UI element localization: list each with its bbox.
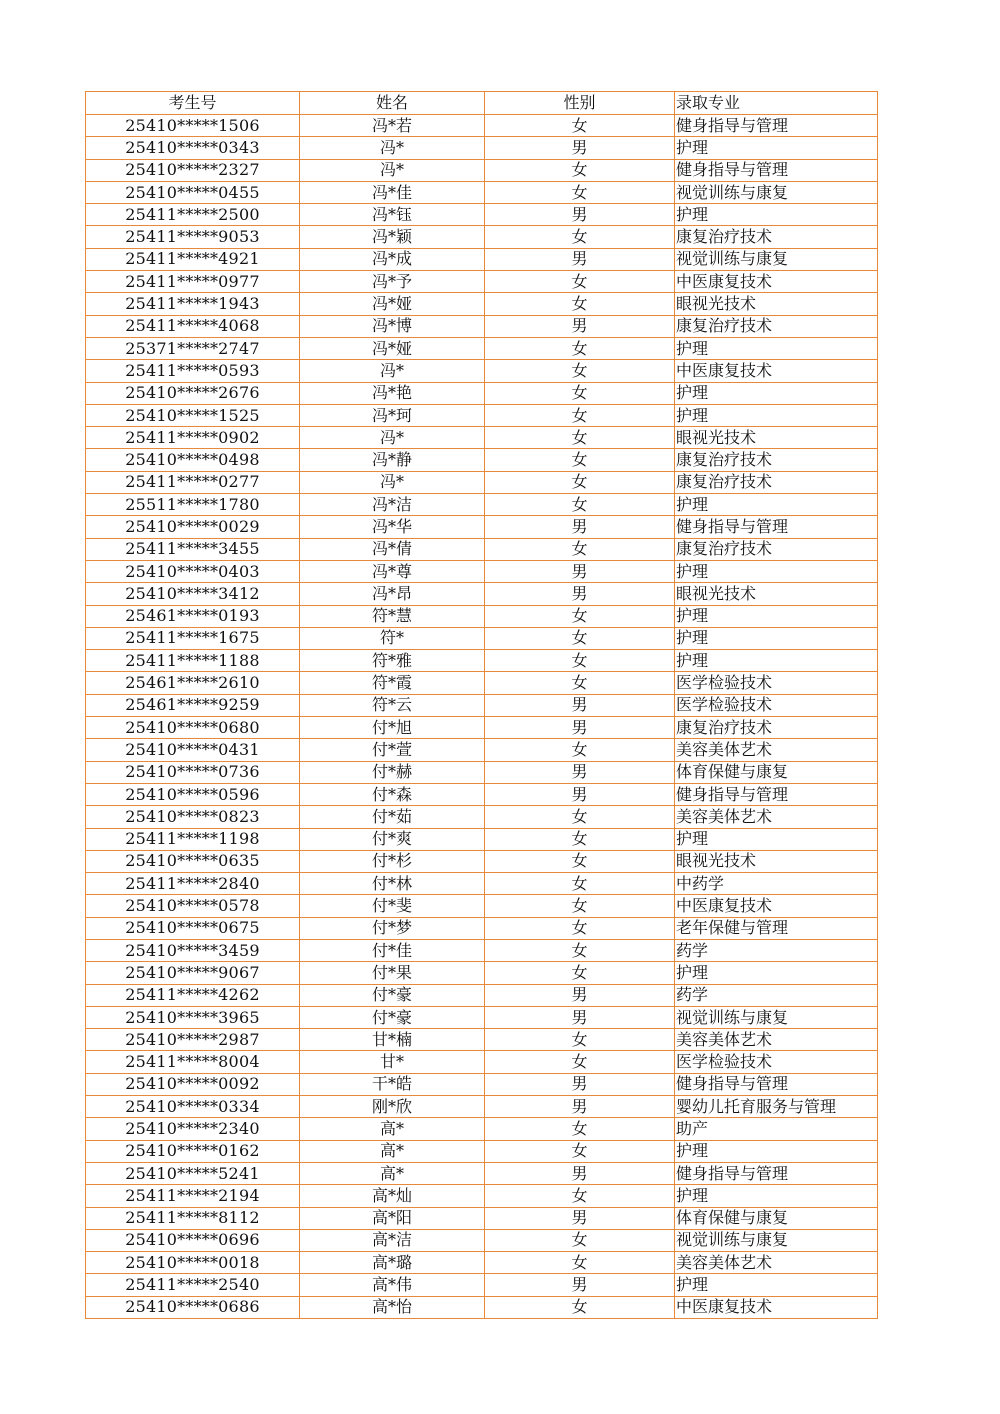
gender-cell: 女 bbox=[485, 605, 675, 627]
exam-number-cell: 25411*****1198 bbox=[86, 828, 300, 850]
name-cell: 高* bbox=[300, 1140, 485, 1162]
table-row bbox=[86, 694, 878, 716]
exam-number-cell: 25411*****2194 bbox=[86, 1185, 300, 1207]
exam-number-cell: 25411*****9053 bbox=[86, 226, 300, 248]
table-row bbox=[86, 1252, 878, 1274]
name-cell: 刚*欣 bbox=[300, 1096, 485, 1118]
table-row bbox=[86, 761, 878, 783]
table-row bbox=[86, 1140, 878, 1162]
name-cell: 干*皓 bbox=[300, 1073, 485, 1095]
exam-number-cell: 25461*****2610 bbox=[86, 672, 300, 694]
name-cell: 高* bbox=[300, 1118, 485, 1140]
name-cell: 付*杉 bbox=[300, 850, 485, 872]
exam-number-cell: 25410*****0018 bbox=[86, 1252, 300, 1274]
table-row bbox=[86, 1207, 878, 1229]
name-cell: 付*爽 bbox=[300, 828, 485, 850]
table-row bbox=[86, 427, 878, 449]
gender-cell: 女 bbox=[485, 427, 675, 449]
table-row bbox=[86, 560, 878, 582]
gender-cell: 女 bbox=[485, 293, 675, 315]
table-row bbox=[86, 449, 878, 471]
gender-cell: 女 bbox=[485, 337, 675, 359]
exam-number-cell: 25410*****1506 bbox=[86, 115, 300, 137]
exam-number-cell: 25411*****0902 bbox=[86, 427, 300, 449]
table-row bbox=[86, 337, 878, 359]
gender-cell: 女 bbox=[485, 1051, 675, 1073]
name-cell: 高*灿 bbox=[300, 1185, 485, 1207]
table-row bbox=[86, 672, 878, 694]
table-row bbox=[86, 181, 878, 203]
exam-number-cell: 25411*****2840 bbox=[86, 873, 300, 895]
exam-number-cell: 25410*****3459 bbox=[86, 939, 300, 961]
exam-number-cell: 25410*****0578 bbox=[86, 895, 300, 917]
table-row bbox=[86, 583, 878, 605]
exam-number-cell: 25410*****0092 bbox=[86, 1073, 300, 1095]
gender-cell: 男 bbox=[485, 1006, 675, 1028]
major-cell: 康复治疗技术 bbox=[675, 538, 878, 560]
name-cell: 冯*佳 bbox=[300, 181, 485, 203]
name-cell: 付*茹 bbox=[300, 806, 485, 828]
exam-number-cell: 25410*****2340 bbox=[86, 1118, 300, 1140]
major-cell: 护理 bbox=[675, 650, 878, 672]
gender-cell: 女 bbox=[485, 449, 675, 471]
table-row bbox=[86, 1274, 878, 1296]
major-cell: 护理 bbox=[675, 1185, 878, 1207]
gender-cell: 女 bbox=[485, 650, 675, 672]
exam-number-cell: 25410*****0635 bbox=[86, 850, 300, 872]
name-cell: 冯*昂 bbox=[300, 583, 485, 605]
table-row bbox=[86, 115, 878, 137]
name-cell: 冯* bbox=[300, 137, 485, 159]
table-row bbox=[86, 1229, 878, 1251]
table-row bbox=[86, 360, 878, 382]
name-cell: 符*慧 bbox=[300, 605, 485, 627]
name-cell: 符*云 bbox=[300, 694, 485, 716]
major-cell: 视觉训练与康复 bbox=[675, 1229, 878, 1251]
admission-table bbox=[85, 91, 878, 1319]
gender-cell: 男 bbox=[485, 248, 675, 270]
table-row bbox=[86, 1096, 878, 1118]
major-cell: 康复治疗技术 bbox=[675, 717, 878, 739]
table-row bbox=[86, 204, 878, 226]
table-row bbox=[86, 159, 878, 181]
gender-cell: 男 bbox=[485, 1274, 675, 1296]
name-cell: 符* bbox=[300, 627, 485, 649]
table-row bbox=[86, 494, 878, 516]
exam-number-cell: 25411*****0977 bbox=[86, 271, 300, 293]
table-row bbox=[86, 917, 878, 939]
gender-cell: 男 bbox=[485, 694, 675, 716]
exam-number-cell: 25410*****0403 bbox=[86, 560, 300, 582]
name-cell: 冯*娅 bbox=[300, 293, 485, 315]
name-cell: 高*阳 bbox=[300, 1207, 485, 1229]
exam-number-cell: 25410*****3412 bbox=[86, 583, 300, 605]
exam-number-cell: 25411*****3455 bbox=[86, 538, 300, 560]
major-cell: 中医康复技术 bbox=[675, 271, 878, 293]
exam-number-cell: 25410*****9067 bbox=[86, 962, 300, 984]
major-cell: 康复治疗技术 bbox=[675, 471, 878, 493]
major-cell: 美容美体艺术 bbox=[675, 806, 878, 828]
major-cell: 健身指导与管理 bbox=[675, 1073, 878, 1095]
gender-cell: 女 bbox=[485, 382, 675, 404]
table-row bbox=[86, 516, 878, 538]
major-cell: 眼视光技术 bbox=[675, 427, 878, 449]
major-cell: 医学检验技术 bbox=[675, 672, 878, 694]
major-cell: 护理 bbox=[675, 605, 878, 627]
table-row bbox=[86, 471, 878, 493]
gender-cell: 女 bbox=[485, 404, 675, 426]
gender-cell: 女 bbox=[485, 962, 675, 984]
table-row bbox=[86, 404, 878, 426]
name-cell: 付*豪 bbox=[300, 1006, 485, 1028]
exam-number-cell: 25410*****5241 bbox=[86, 1162, 300, 1184]
exam-number-cell: 25411*****4921 bbox=[86, 248, 300, 270]
table-row bbox=[86, 984, 878, 1006]
name-cell: 冯*洁 bbox=[300, 494, 485, 516]
table-row bbox=[86, 850, 878, 872]
major-cell: 眼视光技术 bbox=[675, 850, 878, 872]
major-cell: 护理 bbox=[675, 962, 878, 984]
gender-cell: 男 bbox=[485, 1073, 675, 1095]
name-cell: 付*旭 bbox=[300, 717, 485, 739]
table-row bbox=[86, 538, 878, 560]
name-cell: 高*怡 bbox=[300, 1296, 485, 1318]
gender-cell: 女 bbox=[485, 850, 675, 872]
gender-cell: 女 bbox=[485, 873, 675, 895]
header-name: 姓名 bbox=[300, 92, 485, 115]
name-cell: 付*豪 bbox=[300, 984, 485, 1006]
name-cell: 冯*倩 bbox=[300, 538, 485, 560]
header-major: 录取专业 bbox=[675, 92, 878, 115]
table-row bbox=[86, 315, 878, 337]
table-row bbox=[86, 627, 878, 649]
exam-number-cell: 25410*****0455 bbox=[86, 181, 300, 203]
table-body bbox=[86, 115, 878, 1319]
name-cell: 甘*楠 bbox=[300, 1029, 485, 1051]
name-cell: 冯*博 bbox=[300, 315, 485, 337]
table-header-row bbox=[86, 92, 878, 115]
major-cell: 眼视光技术 bbox=[675, 583, 878, 605]
major-cell: 视觉训练与康复 bbox=[675, 248, 878, 270]
gender-cell: 男 bbox=[485, 717, 675, 739]
name-cell: 付*萱 bbox=[300, 739, 485, 761]
major-cell: 护理 bbox=[675, 560, 878, 582]
table-row bbox=[86, 1185, 878, 1207]
major-cell: 康复治疗技术 bbox=[675, 226, 878, 248]
exam-number-cell: 25410*****0696 bbox=[86, 1229, 300, 1251]
gender-cell: 男 bbox=[485, 137, 675, 159]
gender-cell: 男 bbox=[485, 315, 675, 337]
table-row bbox=[86, 895, 878, 917]
gender-cell: 女 bbox=[485, 828, 675, 850]
gender-cell: 男 bbox=[485, 516, 675, 538]
name-cell: 冯*若 bbox=[300, 115, 485, 137]
major-cell: 健身指导与管理 bbox=[675, 783, 878, 805]
exam-number-cell: 25410*****2987 bbox=[86, 1029, 300, 1051]
name-cell: 付*果 bbox=[300, 962, 485, 984]
gender-cell: 女 bbox=[485, 271, 675, 293]
exam-number-cell: 25410*****1525 bbox=[86, 404, 300, 426]
gender-cell: 女 bbox=[485, 115, 675, 137]
name-cell: 付*赫 bbox=[300, 761, 485, 783]
major-cell: 护理 bbox=[675, 137, 878, 159]
table-row bbox=[86, 1029, 878, 1051]
major-cell: 护理 bbox=[675, 382, 878, 404]
gender-cell: 女 bbox=[485, 895, 675, 917]
major-cell: 健身指导与管理 bbox=[675, 1162, 878, 1184]
table-row bbox=[86, 739, 878, 761]
name-cell: 冯* bbox=[300, 360, 485, 382]
gender-cell: 女 bbox=[485, 538, 675, 560]
name-cell: 冯*艳 bbox=[300, 382, 485, 404]
major-cell: 药学 bbox=[675, 939, 878, 961]
table-row bbox=[86, 271, 878, 293]
major-cell: 中药学 bbox=[675, 873, 878, 895]
name-cell: 冯*华 bbox=[300, 516, 485, 538]
gender-cell: 女 bbox=[485, 1140, 675, 1162]
table-row bbox=[86, 806, 878, 828]
gender-cell: 女 bbox=[485, 1229, 675, 1251]
exam-number-cell: 25511*****1780 bbox=[86, 494, 300, 516]
major-cell: 康复治疗技术 bbox=[675, 449, 878, 471]
major-cell: 健身指导与管理 bbox=[675, 115, 878, 137]
exam-number-cell: 25410*****0334 bbox=[86, 1096, 300, 1118]
gender-cell: 男 bbox=[485, 583, 675, 605]
header-gender: 性别 bbox=[485, 92, 675, 115]
name-cell: 付*佳 bbox=[300, 939, 485, 961]
exam-number-cell: 25410*****0498 bbox=[86, 449, 300, 471]
major-cell: 康复治疗技术 bbox=[675, 315, 878, 337]
name-cell: 冯* bbox=[300, 427, 485, 449]
name-cell: 冯* bbox=[300, 471, 485, 493]
gender-cell: 男 bbox=[485, 1096, 675, 1118]
name-cell: 冯*尊 bbox=[300, 560, 485, 582]
table-row bbox=[86, 873, 878, 895]
major-cell: 体育保健与康复 bbox=[675, 761, 878, 783]
exam-number-cell: 25410*****0596 bbox=[86, 783, 300, 805]
exam-number-cell: 25410*****0029 bbox=[86, 516, 300, 538]
gender-cell: 女 bbox=[485, 1118, 675, 1140]
gender-cell: 男 bbox=[485, 204, 675, 226]
name-cell: 付*森 bbox=[300, 783, 485, 805]
gender-cell: 女 bbox=[485, 627, 675, 649]
gender-cell: 女 bbox=[485, 917, 675, 939]
table-row bbox=[86, 1296, 878, 1318]
table-row bbox=[86, 226, 878, 248]
exam-number-cell: 25410*****0680 bbox=[86, 717, 300, 739]
name-cell: 付*林 bbox=[300, 873, 485, 895]
name-cell: 符*雅 bbox=[300, 650, 485, 672]
gender-cell: 女 bbox=[485, 471, 675, 493]
table-row bbox=[86, 137, 878, 159]
name-cell: 冯*娅 bbox=[300, 337, 485, 359]
major-cell: 婴幼儿托育服务与管理 bbox=[675, 1096, 878, 1118]
major-cell: 护理 bbox=[675, 204, 878, 226]
exam-number-cell: 25411*****1188 bbox=[86, 650, 300, 672]
major-cell: 护理 bbox=[675, 337, 878, 359]
exam-number-cell: 25410*****0675 bbox=[86, 917, 300, 939]
exam-number-cell: 25411*****2540 bbox=[86, 1274, 300, 1296]
major-cell: 护理 bbox=[675, 404, 878, 426]
exam-number-cell: 25461*****0193 bbox=[86, 605, 300, 627]
major-cell: 护理 bbox=[675, 1140, 878, 1162]
table-row bbox=[86, 650, 878, 672]
major-cell: 视觉训练与康复 bbox=[675, 1006, 878, 1028]
gender-cell: 女 bbox=[485, 494, 675, 516]
table-row bbox=[86, 293, 878, 315]
major-cell: 体育保健与康复 bbox=[675, 1207, 878, 1229]
exam-number-cell: 25461*****9259 bbox=[86, 694, 300, 716]
major-cell: 美容美体艺术 bbox=[675, 739, 878, 761]
table-row bbox=[86, 382, 878, 404]
exam-number-cell: 25410*****0431 bbox=[86, 739, 300, 761]
name-cell: 符*霞 bbox=[300, 672, 485, 694]
major-cell: 护理 bbox=[675, 627, 878, 649]
gender-cell: 男 bbox=[485, 984, 675, 1006]
major-cell: 中医康复技术 bbox=[675, 1296, 878, 1318]
major-cell: 视觉训练与康复 bbox=[675, 181, 878, 203]
exam-number-cell: 25411*****2500 bbox=[86, 204, 300, 226]
gender-cell: 女 bbox=[485, 360, 675, 382]
name-cell: 甘* bbox=[300, 1051, 485, 1073]
gender-cell: 女 bbox=[485, 181, 675, 203]
table-row bbox=[86, 1073, 878, 1095]
exam-number-cell: 25410*****2327 bbox=[86, 159, 300, 181]
name-cell: 高*伟 bbox=[300, 1274, 485, 1296]
gender-cell: 女 bbox=[485, 226, 675, 248]
name-cell: 付*梦 bbox=[300, 917, 485, 939]
name-cell: 冯*予 bbox=[300, 271, 485, 293]
major-cell: 助产 bbox=[675, 1118, 878, 1140]
exam-number-cell: 25411*****4068 bbox=[86, 315, 300, 337]
exam-number-cell: 25371*****2747 bbox=[86, 337, 300, 359]
exam-number-cell: 25410*****3965 bbox=[86, 1006, 300, 1028]
major-cell: 中医康复技术 bbox=[675, 360, 878, 382]
major-cell: 眼视光技术 bbox=[675, 293, 878, 315]
exam-number-cell: 25411*****8112 bbox=[86, 1207, 300, 1229]
name-cell: 冯*成 bbox=[300, 248, 485, 270]
gender-cell: 女 bbox=[485, 939, 675, 961]
major-cell: 中医康复技术 bbox=[675, 895, 878, 917]
gender-cell: 男 bbox=[485, 560, 675, 582]
exam-number-cell: 25410*****0736 bbox=[86, 761, 300, 783]
exam-number-cell: 25411*****8004 bbox=[86, 1051, 300, 1073]
name-cell: 付*斐 bbox=[300, 895, 485, 917]
name-cell: 冯*颖 bbox=[300, 226, 485, 248]
gender-cell: 女 bbox=[485, 1185, 675, 1207]
major-cell: 健身指导与管理 bbox=[675, 516, 878, 538]
exam-number-cell: 25410*****0343 bbox=[86, 137, 300, 159]
exam-number-cell: 25411*****0593 bbox=[86, 360, 300, 382]
exam-number-cell: 25411*****1943 bbox=[86, 293, 300, 315]
table-row bbox=[86, 828, 878, 850]
table-row bbox=[86, 1006, 878, 1028]
gender-cell: 男 bbox=[485, 783, 675, 805]
exam-number-cell: 25410*****0686 bbox=[86, 1296, 300, 1318]
name-cell: 冯* bbox=[300, 159, 485, 181]
gender-cell: 女 bbox=[485, 1296, 675, 1318]
exam-number-cell: 25410*****0823 bbox=[86, 806, 300, 828]
major-cell: 老年保健与管理 bbox=[675, 917, 878, 939]
gender-cell: 女 bbox=[485, 1252, 675, 1274]
major-cell: 药学 bbox=[675, 984, 878, 1006]
table-row bbox=[86, 605, 878, 627]
exam-number-cell: 25410*****0162 bbox=[86, 1140, 300, 1162]
admission-list-sheet bbox=[85, 91, 877, 1319]
table-row bbox=[86, 962, 878, 984]
table-row bbox=[86, 1118, 878, 1140]
major-cell: 医学检验技术 bbox=[675, 1051, 878, 1073]
major-cell: 美容美体艺术 bbox=[675, 1252, 878, 1274]
major-cell: 美容美体艺术 bbox=[675, 1029, 878, 1051]
header-exam-number: 考生号 bbox=[86, 92, 300, 115]
table-row bbox=[86, 248, 878, 270]
major-cell: 护理 bbox=[675, 1274, 878, 1296]
exam-number-cell: 25411*****0277 bbox=[86, 471, 300, 493]
table-row bbox=[86, 1051, 878, 1073]
major-cell: 健身指导与管理 bbox=[675, 159, 878, 181]
table-row bbox=[86, 717, 878, 739]
table-row bbox=[86, 783, 878, 805]
name-cell: 冯*静 bbox=[300, 449, 485, 471]
gender-cell: 女 bbox=[485, 159, 675, 181]
exam-number-cell: 25411*****4262 bbox=[86, 984, 300, 1006]
gender-cell: 男 bbox=[485, 1207, 675, 1229]
name-cell: 冯*钰 bbox=[300, 204, 485, 226]
name-cell: 高*洁 bbox=[300, 1229, 485, 1251]
exam-number-cell: 25410*****2676 bbox=[86, 382, 300, 404]
name-cell: 高* bbox=[300, 1162, 485, 1184]
gender-cell: 女 bbox=[485, 806, 675, 828]
name-cell: 高*璐 bbox=[300, 1252, 485, 1274]
gender-cell: 男 bbox=[485, 761, 675, 783]
name-cell: 冯*珂 bbox=[300, 404, 485, 426]
major-cell: 医学检验技术 bbox=[675, 694, 878, 716]
gender-cell: 男 bbox=[485, 1162, 675, 1184]
major-cell: 护理 bbox=[675, 494, 878, 516]
gender-cell: 女 bbox=[485, 739, 675, 761]
gender-cell: 女 bbox=[485, 1029, 675, 1051]
table-row bbox=[86, 1162, 878, 1184]
exam-number-cell: 25411*****1675 bbox=[86, 627, 300, 649]
table-row bbox=[86, 939, 878, 961]
gender-cell: 女 bbox=[485, 672, 675, 694]
major-cell: 护理 bbox=[675, 828, 878, 850]
